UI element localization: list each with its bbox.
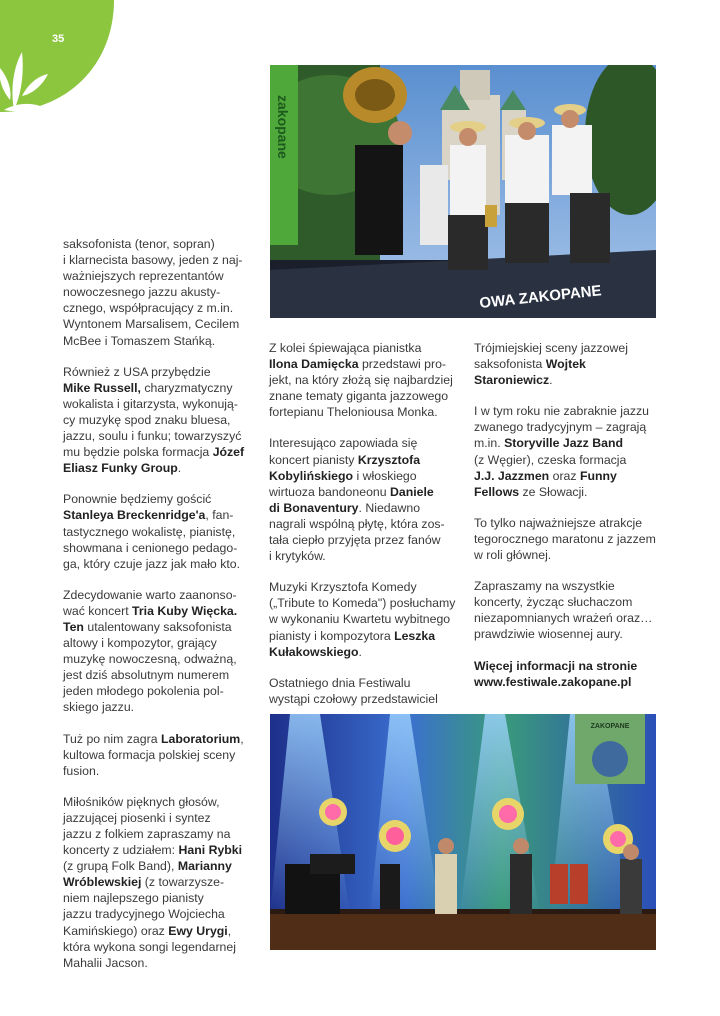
stage-banner-text: OWA ZAKOPANE [478,282,603,312]
bold-text: Daniele di Bonaventury [269,484,434,515]
paragraph [63,731,248,779]
bold-text: Józef Eliasz Funky Group [63,445,245,476]
text-run: . [549,373,553,388]
corner-leaf-badge [0,0,114,112]
text-run: Z kolei śpiewająca pianistka [269,341,422,355]
bold-text: J.J. Jazzmen [474,468,550,483]
text-run: (z grupą Folk Band), [63,859,178,874]
text-run: Muzyki Krzysztofa Komedy („Tribute to Komeda") posłuchamy w wykonaniu Kwartetu wybitnego pianisty i kompozytora [269,580,456,643]
text-run: charyzmatyczny wokalista i gitarzysta, wykonują- cy muzykę spod znaku bluesa, jazzu, soulu i funku; towarzyszyć mu będzie polska formacja [63,380,242,460]
bold-text: Hani Rybki [178,843,243,858]
text-run: przedstawi pro- jekt, na który złożą się najbardziej znane tematy giganta jazzowego fortepianu Theloniousa Monka. [269,357,453,420]
text-run: Ostatniego dnia Festiwalu wystąpi czołowy przedstawiciel [269,675,438,706]
bold-text: Stanleya Breckenridge'a [63,508,206,523]
paragraph [269,340,461,420]
bold-text: Więcej informacji na stronie www.festiwale.zakopane.pl [474,658,638,689]
text-run: Trójmiejskiej sceny jazzowej saksofonista [474,341,628,372]
paragraph [269,435,461,564]
text-run: saksofonista (tenor, sopran) i klarnecista basowy, jeden z naj- ważniejszych reprezentantów nowoczesnego jazzu akusty- cznego, współpracujący z m.in. Wyntonem Marsalisem, Cecilem McBee i Tomaszem Stańką. [63,237,243,348]
text-run: oraz [549,468,580,483]
text-run: Również z USA przybędzie [63,364,211,379]
bold-text: Laboratorium [160,731,241,746]
text-run: i włoskiego wirtuoza bandoneonu [269,468,417,499]
text-run: I w tym roku nie zabraknie jazzu zwanego tradycyjnym – zagrają m.in. [474,404,649,451]
photo-outdoor-jazz-band [270,65,656,318]
bold-text: Marianny Wróblewskiej [63,859,232,890]
bold-text: Mike Russell, [63,380,141,395]
screen-text: ZAKOPANE [590,723,630,730]
text-run: Interesująco zapowiada się koncert pianisty [269,436,418,467]
paragraph [63,364,248,477]
text-run: ze Słowacji. [519,484,588,499]
photo-concert-stage [270,714,656,950]
text-run: Ponownie będziemy gościć [63,492,212,507]
paragraph [63,587,248,716]
text-run: To tylko najważniejsze atrakcje tegorocznego maratonu z jazzem w roli głównej. [474,515,656,563]
text-run: Miłośników pięknych głosów, jazzującej piosenki i syntez jazzu z folkiem zapraszamy na koncerty z udziałem: [63,794,231,858]
bold-text: Funny Fellows [474,468,617,499]
page-number: 35 [52,33,65,45]
bold-text: Storyville Jazz Band [504,436,623,451]
paragraph [474,658,662,690]
text-run: (z Węgier), czeska formacja [474,452,627,467]
text-run: . Niedawno nagrali wspólną płytę, która zos- tała ciepło przyjęta przez fanów i krytyków. [269,500,445,564]
text-run: . [358,644,362,659]
text-run: Tuż po nim zagra [63,731,161,746]
bold-text: Tria Kuby Więcka. Ten [63,603,238,634]
paragraph [63,236,248,349]
paragraph [63,794,248,971]
text-column-2 [269,340,461,722]
bold-text: Wojtek Staroniewicz [474,357,586,388]
bold-text: Leszka Kułakowskiego [269,628,436,659]
text-run: Zdecydowanie warto zaanonso- wać koncert [63,587,237,618]
bold-text: Ilona Damięcka [269,357,359,372]
paragraph [269,579,461,659]
text-run: Zapraszamy na wszystkie koncerty, życząc słuchaczom niezapomnianych wrażeń oraz… prawdziwie wiosennej aury. [474,579,653,642]
bold-text: Krzysztofa Kobylińskiego [269,452,421,483]
side-banner-text: zakopane [275,95,291,159]
paragraph [474,340,662,388]
paragraph [63,491,248,571]
text-run: , która wykona songi legendarnej Mahalii Jacson. [63,923,236,970]
paragraph [474,403,662,500]
text-run: , fan- tastycznego wokalistę, pianistę, showmana i cenionego pedago- ga, który czuje jazz jak mało kto. [63,508,241,571]
paragraph [474,578,662,642]
text-run: . [177,461,182,476]
text-run: utalentowany saksofonista altowy i kompozytor, grający muzykę nowoczesną, odważną, jest dziś absolutnym numerem jeden młodego pokolenia pol- skiego jazzu. [63,619,237,715]
bold-text: Ewy Urygi [168,923,228,938]
paragraph [474,515,662,563]
text-column-3 [474,340,662,705]
text-column-1 [63,236,248,986]
paragraph [269,675,461,707]
text-run: , kultowa formacja polskiej sceny fusion. [63,731,244,778]
text-run: (z towarzysze- niem najlepszego pianisty jazzu tradycyjnego Wojciecha Kamińskiego) oraz [63,875,225,938]
